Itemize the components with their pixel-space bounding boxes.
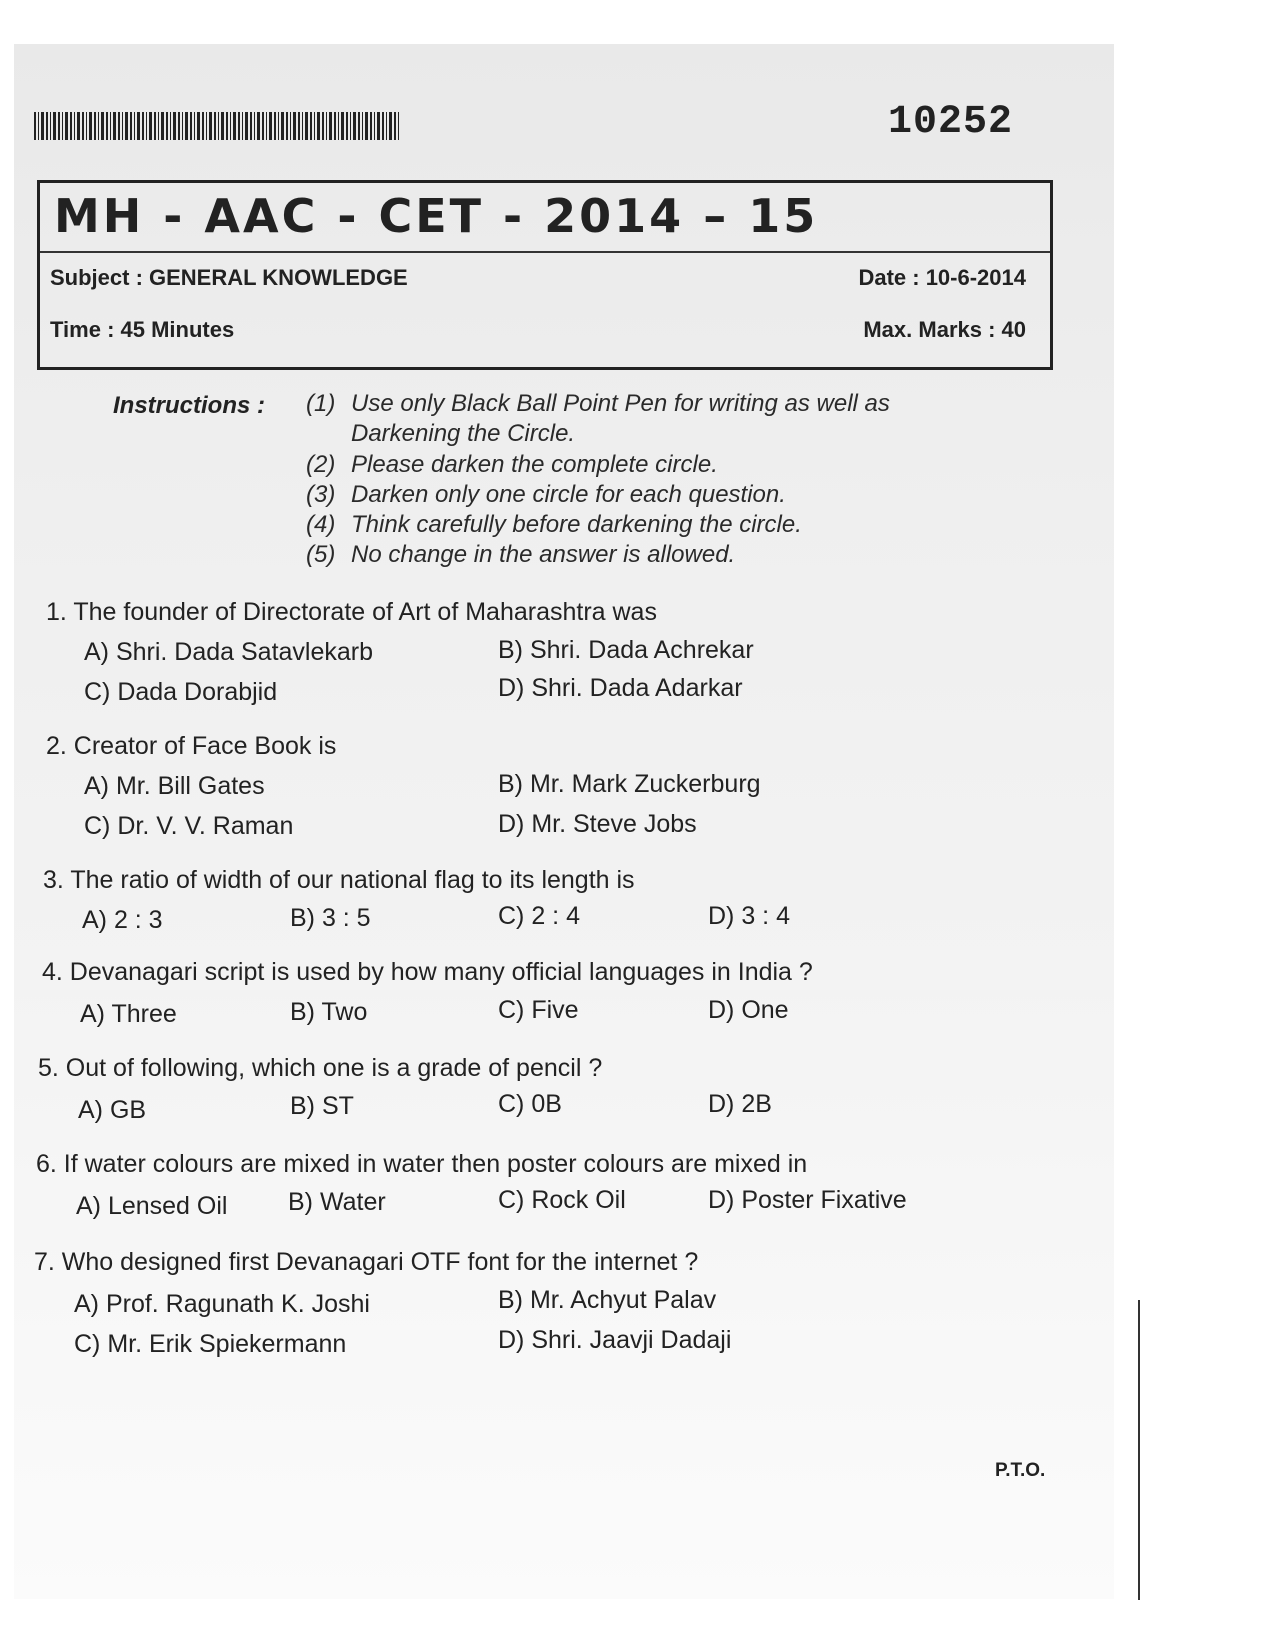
q7-option-a[interactable]: A) Prof. Ragunath K. Joshi [74, 1290, 370, 1318]
q7-option-d[interactable]: D) Shri. Jaavji Dadaji [498, 1326, 732, 1354]
paper-code: 10252 [888, 100, 1014, 145]
max-marks: Max. Marks : 40 [863, 317, 1026, 342]
q3-option-d[interactable]: D) 3 : 4 [708, 902, 790, 930]
q4-option-a[interactable]: A) Three [80, 1000, 177, 1028]
instruction-item: (4) Think carefully before darkening the circle. [306, 511, 802, 538]
q4-option-c[interactable]: C) Five [498, 996, 579, 1024]
q1-option-c[interactable]: C) Dada Dorabjid [84, 678, 278, 706]
question-6: 6. If water colours are mixed in water then poster colours are mixed in [36, 1150, 808, 1178]
instruction-item: Darkening the Circle. [351, 420, 576, 447]
instruction-item: (2) Please darken the complete circle. [306, 451, 718, 478]
q2-option-c[interactable]: C) Dr. V. V. Raman [84, 812, 294, 840]
q5-option-b[interactable]: B) ST [290, 1092, 354, 1120]
instructions-label: Instructions : [113, 392, 266, 419]
instruction-item: (5) No change in the answer is allowed. [306, 541, 736, 568]
q1-option-a[interactable]: A) Shri. Dada Satavlekarb [84, 638, 374, 666]
instruction-item: (3) Darken only one circle for each question. [306, 481, 786, 508]
q7-option-b[interactable]: B) Mr. Achyut Palav [498, 1286, 717, 1314]
exam-date: Date : 10-6-2014 [858, 265, 1026, 290]
q4-option-d[interactable]: D) One [708, 996, 789, 1024]
q5-option-d[interactable]: D) 2B [708, 1090, 772, 1118]
barcode [34, 112, 399, 140]
q1-option-b[interactable]: B) Shri. Dada Achrekar [498, 636, 754, 664]
q2-option-b[interactable]: B) Mr. Mark Zuckerburg [498, 770, 761, 798]
question-1: 1. The founder of Directorate of Art of Maharashtra was [46, 598, 657, 626]
subject-row [50, 265, 1026, 291]
q4-option-b[interactable]: B) Two [290, 998, 368, 1026]
q7-option-c[interactable]: C) Mr. Erik Spiekermann [74, 1330, 347, 1358]
q2-option-d[interactable]: D) Mr. Steve Jobs [498, 810, 697, 838]
q3-option-c[interactable]: C) 2 : 4 [498, 902, 580, 930]
instruction-item: (1) Use only Black Ball Point Pen for writing as well as [306, 390, 890, 417]
q3-option-a[interactable]: A) 2 : 3 [82, 906, 163, 934]
q5-option-a[interactable]: A) GB [78, 1096, 147, 1124]
q6-option-d[interactable]: D) Poster Fixative [708, 1186, 907, 1214]
q5-option-c[interactable]: C) 0B [498, 1090, 562, 1118]
question-3: 3. The ratio of width of our national flag to its length is [43, 866, 635, 894]
pto-label: P.T.O. [995, 1460, 1046, 1481]
q2-option-a[interactable]: A) Mr. Bill Gates [84, 772, 265, 800]
exam-title: MH - AAC - CET - 2014 – 15 [40, 183, 1050, 253]
time-row [50, 317, 1026, 343]
exam-header-box [37, 180, 1053, 370]
q1-option-d[interactable]: D) Shri. Dada Adarkar [498, 674, 743, 702]
page-edge [1138, 1300, 1140, 1600]
subject: Subject : GENERAL KNOWLEDGE [50, 265, 408, 290]
q6-option-c[interactable]: C) Rock Oil [498, 1186, 626, 1214]
question-5: 5. Out of following, which one is a grade of pencil ? [38, 1054, 603, 1082]
q6-option-b[interactable]: B) Water [288, 1188, 386, 1216]
question-2: 2. Creator of Face Book is [46, 732, 337, 760]
question-7: 7. Who designed first Devanagari OTF font for the internet ? [34, 1248, 699, 1276]
q3-option-b[interactable]: B) 3 : 5 [290, 904, 371, 932]
time-limit: Time : 45 Minutes [50, 317, 235, 342]
q6-option-a[interactable]: A) Lensed Oil [76, 1192, 228, 1220]
question-4: 4. Devanagari script is used by how many official languages in India ? [42, 958, 813, 986]
